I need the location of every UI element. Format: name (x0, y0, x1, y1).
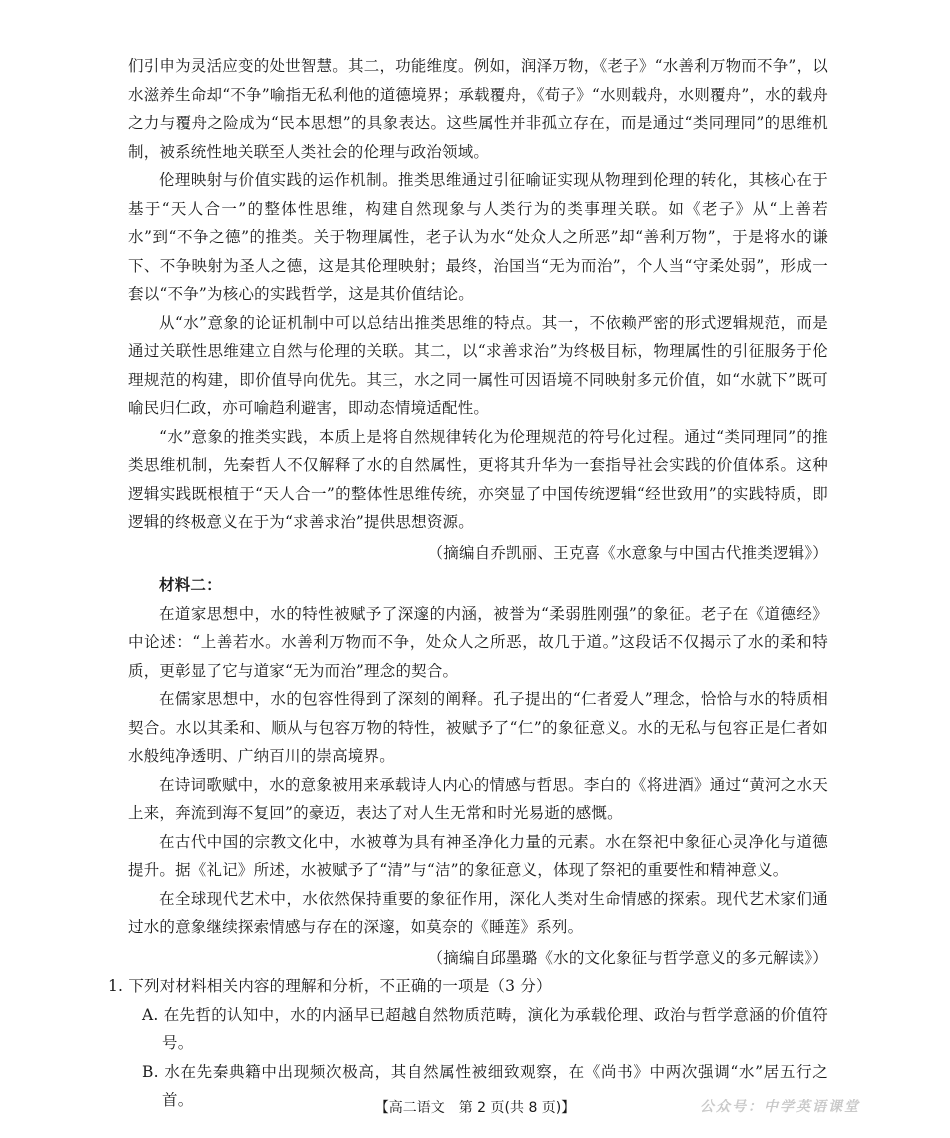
material-two-paragraph-2: 在儒家思想中，水的包容性得到了深刻的阐释。孔子提出的“仁者爱人”理念，恰恰与水的特质相契合。水以其柔和、顺从与包容万物的特性，被赋予了“仁”的象征意义。水的无私与包容正是仁者如水般纯净透明、广纳百川的崇高境界。 (128, 690, 828, 765)
question-1-option-a: A. 在先哲的认知中，水的内涵早已超越自然物质范畴，演化为承载伦理、政治与哲学意涵的价值符号。 (142, 1005, 828, 1052)
material-one-paragraph-1: 们引申为灵活应变的处世智慧。其二，功能维度。例如，润泽万物，《老子》“水善利万物而不争”，以水滋养生命却“不争”喻指无私利他的道德境界；承载覆舟，《荀子》“水则载舟，水则覆舟”，水的载舟之力与覆舟之险成为“民本思想”的具象表达。这些属性并非孤立存在，而是通过“类同理同”的思维机制，被系统性地关联至人类社会的伦理与政治领域。 (128, 57, 828, 161)
material-two-paragraph-5: 在全球现代艺术中，水依然保持重要的象征作用，深化人类对生命情感的探索。现代艺术家们通过水的意象继续探索情感与存在的深邃，如莫奈的《睡莲》系列。 (128, 889, 828, 936)
question-1-option-b: B. 水在先秦典籍中出现频次极高，其自然属性被细致观察，在《尚书》中两次强调“水”居五行之首。 (142, 1062, 828, 1109)
material-one-paragraph-3: 从“水”意象的论证机制中可以总结出推类思维的特点。其一，不依赖严密的形式逻辑规范，而是通过关联性思维建立自然与伦理的关联。其二，以“求善求治”为终极目标，物理属性的引征服务于伦理规范的构建，即价值导向优先。其三，水之同一属性可因语境不同映射多元价值，如“水就下”既可喻民归仁政，亦可喻趋利避害，即动态情境适配性。 (128, 313, 828, 417)
watermark: 公众号：中学英语课堂 (700, 1099, 860, 1115)
material-one-paragraph-2: 伦理映射与价值实践的运作机制。推类思维通过引征喻证实现从物理到伦理的转化，其核心在于基于“天人合一”的整体性思维，构建自然现象与人类行为的类事理关联。如《老子》从“上善若水”到“不争之德”的推类。关于物理属性，老子认为水“处众人之所恶”却“善利万物”，于是将水的谦下、不争映射为圣人之德，这是其伦理映射；最终，治国当“无为而治”，个人当“守柔处弱”，形成一套以“不争”为核心的实践哲学，这是其价值结论。 (128, 171, 828, 303)
material-two-paragraph-4: 在古代中国的宗教文化中，水被尊为具有神圣净化力量的元素。水在祭祀中象征心灵净化与道德提升。据《礼记》所述，水被赋予了“清”与“洁”的象征意义，体现了祭祀的重要性和精神意义。 (128, 832, 828, 879)
material-one-paragraph-4: “水”意象的推类实践，本质上是将自然规律转化为伦理规范的符号化过程。通过“类同理同”的推类思维机制，先秦哲人不仅解释了水的自然属性，更将其升华为一套指导社会实践的价值体系。这种逻辑实践既根植于“天人合一”的整体性思维传统，亦突显了中国传统逻辑“经世致用”的实践特质，即逻辑的终极意义在于为“求善求治”提供思想资源。 (128, 427, 828, 531)
material-two-paragraph-3: 在诗词歌赋中，水的意象被用来承载诗人内心的情感与哲思。李白的《将进酒》通过“黄河之水天上来，奔流到海不复回”的豪迈，表达了对人生无常和时光易逝的感慨。 (128, 775, 828, 822)
page-footer: 【高二语文 第 2 页(共 8 页)】 (374, 1100, 576, 1116)
material-two-heading: 材料二： (159, 575, 222, 594)
material-two-paragraph-1: 在道家思想中，水的特性被赋予了深邃的内涵，被誉为“柔弱胜刚强”的象征。老子在《道德经》中论述：“上善若水。水善利万物而不争，处众人之所恶，故几于道。”这段话不仅揭示了水的柔和特质，更彰显了它与道家“无为而治”理念的契合。 (128, 604, 828, 680)
question-1-stem: 1. 下列对材料相关内容的理解和分析，不正确的一项是（3 分） (108, 977, 552, 995)
exam-page-body (108, 52, 828, 1115)
material-two-source: （摘编自邱墨璐《水的文化象征与哲学意义的多元解读》） (427, 948, 828, 967)
material-one-source: （摘编自乔凯丽、王克喜《水意象与中国古代推类逻辑》） (427, 543, 828, 562)
